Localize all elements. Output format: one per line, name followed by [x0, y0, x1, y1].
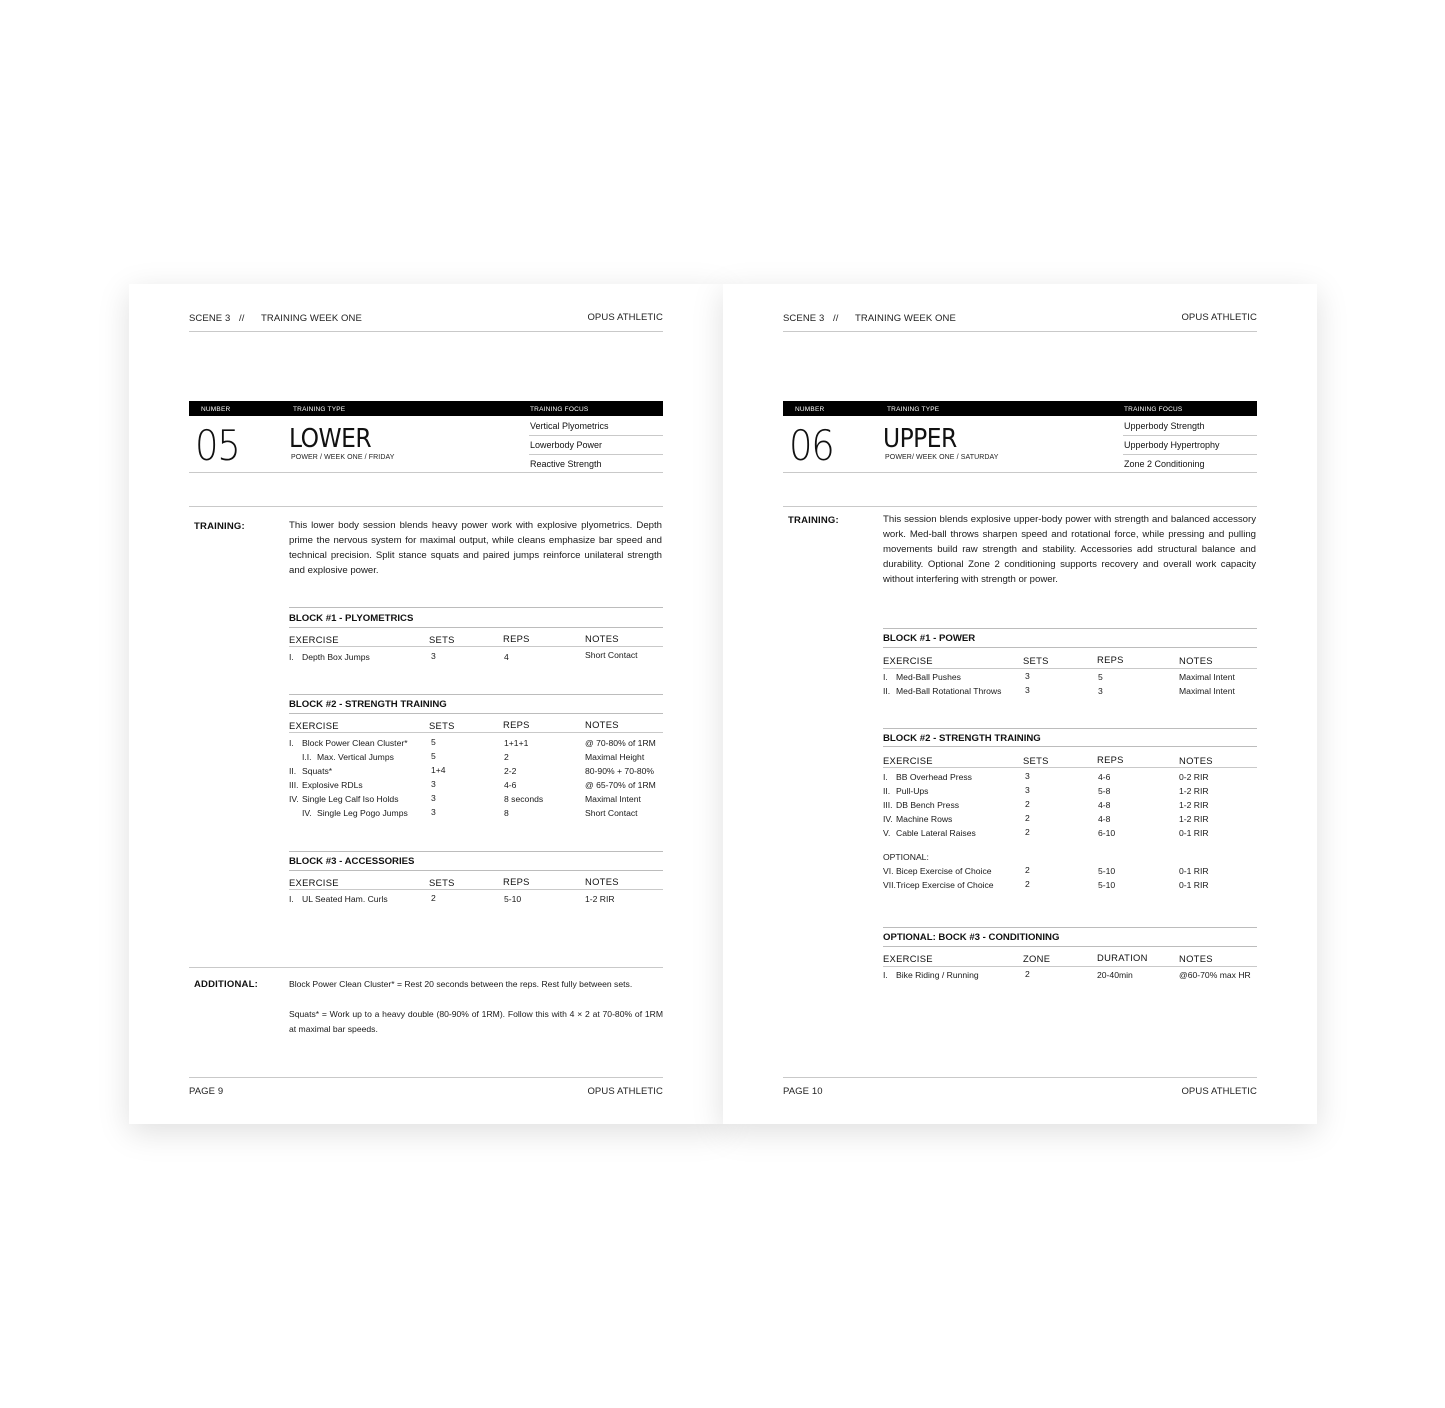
bar-number-label: NUMBER — [201, 406, 231, 413]
sets-cell: 1+4 — [431, 765, 446, 775]
col-exercise: EXERCISE — [883, 953, 933, 964]
reps-cell: 4-8 — [1098, 814, 1111, 824]
exercise-cell — [883, 828, 976, 838]
exercise-cell — [883, 814, 952, 824]
exercise-name: Pull-Ups — [896, 786, 929, 796]
exercise-numeral: I. — [883, 772, 888, 782]
block-rule — [883, 966, 1257, 967]
col-zone: ZONE — [1023, 953, 1051, 964]
notes-cell: 0-1 RIR — [1179, 866, 1209, 876]
col-sets: SETS — [1023, 655, 1049, 666]
exercise-cell — [883, 686, 1001, 696]
block-rule — [883, 946, 1257, 947]
exercise-numeral: I. — [289, 652, 294, 662]
reps-cell: 3 — [1098, 686, 1103, 696]
col-reps: REPS — [1097, 754, 1124, 765]
sets-cell: 3 — [1025, 771, 1030, 781]
sets-cell: 3 — [1025, 785, 1030, 795]
focus-rule — [1123, 435, 1257, 436]
training-rule — [783, 506, 1257, 507]
block-rule — [289, 607, 663, 608]
exercise-name: Squats* — [302, 766, 333, 776]
footer-brand: OPUS ATHLETIC — [587, 1086, 663, 1097]
block-rule — [883, 767, 1257, 768]
exercise-cell — [883, 866, 992, 876]
header-separator: // — [833, 313, 839, 324]
focus-item: Upperbody Hypertrophy — [1124, 440, 1220, 450]
duration-cell: 20-40min — [1097, 970, 1133, 980]
focus-rule — [529, 435, 663, 436]
exercise-cell — [302, 752, 394, 762]
optional-label: OPTIONAL: — [883, 852, 929, 862]
exercise-name: Med-Ball Pushes — [896, 672, 961, 682]
sets-cell: 3 — [1025, 685, 1030, 695]
zone-cell: 2 — [1025, 969, 1030, 979]
exercise-name: Tricep Exercise of Choice — [896, 880, 994, 890]
sets-cell: 2 — [1025, 813, 1030, 823]
reps-cell: 5-10 — [1098, 866, 1116, 876]
exercise-name: Block Power Clean Cluster* — [302, 738, 408, 748]
training-rule — [189, 506, 663, 507]
bar-focus-label: TRAINING FOCUS — [530, 406, 589, 413]
block-rule — [883, 927, 1257, 928]
notes-cell: 0-2 RIR — [1179, 772, 1209, 782]
exercise-name: Max. Vertical Jumps — [317, 752, 394, 762]
col-exercise: EXERCISE — [289, 877, 339, 888]
sets-cell: 2 — [1025, 799, 1030, 809]
sets-cell: 5 — [431, 751, 436, 761]
exercise-numeral: II. — [883, 686, 891, 696]
col-sets: SETS — [429, 877, 455, 888]
notes-cell: 1-2 RIR — [1179, 800, 1209, 810]
block-title: BLOCK #1 - POWER — [883, 633, 976, 644]
block-title: BLOCK #2 - STRENGTH TRAINING — [883, 733, 1041, 744]
sets-cell: 3 — [431, 793, 436, 803]
exercise-name: Machine Rows — [896, 814, 953, 824]
additional-label: ADDITIONAL: — [194, 979, 258, 990]
session-type: LOWER — [289, 424, 372, 454]
col-notes: NOTES — [1179, 655, 1213, 666]
exercise-name: Single Leg Pogo Jumps — [317, 808, 408, 818]
training-label: TRAINING: — [194, 521, 245, 532]
header-scene: SCENE 3 — [783, 313, 825, 324]
training-description: This session blends explosive upper-body power with strength and balanced accessory work. Med-ball throws sharpen speed and rotational force, while pressing and pulling movements build raw strength and stability. Accessories add structural balance and durability. Optional Zone 2 conditioning supports recovery and overall work capacity without interfering with strength or power. — [883, 514, 1256, 585]
sets-cell: 2 — [1025, 865, 1030, 875]
bar-type-label: TRAINING TYPE — [887, 406, 940, 413]
booklet-spread — [129, 284, 1317, 1124]
session-type: UPPER — [883, 424, 957, 454]
reps-cell: 4 — [504, 652, 509, 662]
notes-cell: Maximal Height — [585, 752, 645, 762]
notes-cell: Maximal Intent — [1179, 672, 1235, 682]
notes-cell: 1-2 RIR — [1179, 814, 1209, 824]
sets-cell: 2 — [1025, 879, 1030, 889]
reps-cell: 5-8 — [1098, 786, 1111, 796]
header-week: TRAINING WEEK ONE — [855, 313, 956, 324]
exercise-numeral: IV. — [302, 808, 312, 818]
exercise-numeral: I. — [289, 894, 294, 904]
exercise-cell — [883, 772, 972, 782]
notes-cell: @60-70% max HR — [1179, 970, 1251, 980]
notes-cell: Maximal Intent — [585, 794, 641, 804]
exercise-cell — [289, 652, 370, 662]
exercise-numeral: I. — [289, 738, 294, 748]
notes-cell: 1-2 RIR — [1179, 786, 1209, 796]
block-rule — [883, 628, 1257, 629]
col-notes: NOTES — [1179, 755, 1213, 766]
training-description: This lower body session blends heavy power work with explosive plyometrics. Depth prime the nervous system for maximal output, while cleans emphasize bar speed and technical precision. Split stance squats and paired jumps reinforce unilateral strength and explosive power. — [289, 520, 662, 576]
header-rule — [189, 331, 663, 332]
exercise-numeral: IV. — [289, 794, 299, 804]
block-title: BLOCK #3 - ACCESSORIES — [289, 856, 415, 867]
bar-number-label: NUMBER — [795, 406, 825, 413]
notes-cell: @ 65-70% of 1RM — [585, 780, 656, 790]
exercise-name: UL Seated Ham. Curls — [302, 894, 388, 904]
sets-cell: 3 — [431, 651, 436, 661]
col-exercise: EXERCISE — [883, 655, 933, 666]
session-header-bar — [783, 401, 1257, 416]
header-rule — [783, 331, 1257, 332]
focus-item: Lowerbody Power — [530, 440, 603, 450]
col-notes: NOTES — [585, 633, 619, 644]
block-rule — [289, 646, 663, 647]
header-week: TRAINING WEEK ONE — [261, 313, 362, 324]
header-separator: // — [239, 313, 245, 324]
footer-page-number: PAGE 9 — [189, 1086, 224, 1097]
exercise-cell — [883, 880, 994, 890]
reps-cell: 2-2 — [504, 766, 517, 776]
exercise-cell — [302, 808, 408, 818]
col-exercise: EXERCISE — [289, 720, 339, 731]
exercise-name: BB Overhead Press — [896, 772, 972, 782]
sets-cell: 2 — [431, 893, 436, 903]
exercise-numeral: I. — [883, 672, 888, 682]
notes-cell: 80-90% + 70-80% — [585, 766, 655, 776]
notes-cell: 1-2 RIR — [585, 894, 615, 904]
block-rule — [883, 746, 1257, 747]
exercise-numeral: I.I. — [302, 752, 312, 762]
session-rule — [783, 472, 1257, 473]
exercise-name: Bicep Exercise of Choice — [896, 866, 992, 876]
exercise-numeral: III. — [883, 800, 893, 810]
block-rule — [289, 713, 663, 714]
focus-item: Zone 2 Conditioning — [1124, 459, 1205, 469]
header-brand: OPUS ATHLETIC — [587, 312, 663, 323]
col-reps: REPS — [503, 633, 530, 644]
exercise-numeral: III. — [289, 780, 299, 790]
reps-cell: 6-10 — [1098, 828, 1116, 838]
bar-focus-label: TRAINING FOCUS — [1124, 406, 1183, 413]
header-brand: OPUS ATHLETIC — [1181, 312, 1257, 323]
exercise-cell — [289, 794, 399, 804]
additional-note: Block Power Clean Cluster* = Rest 20 seconds between the reps. Rest fully between sets. — [289, 979, 633, 989]
block-rule — [289, 889, 663, 890]
col-sets: SETS — [1023, 755, 1049, 766]
block-rule — [883, 647, 1257, 648]
page-9 — [129, 284, 723, 1124]
reps-cell: 8 — [504, 808, 509, 818]
col-notes: NOTES — [585, 876, 619, 887]
additional-rule — [189, 967, 663, 968]
col-duration: DURATION — [1097, 952, 1148, 963]
exercise-numeral: VII. — [883, 880, 896, 890]
col-exercise: EXERCISE — [883, 755, 933, 766]
sets-cell: 2 — [1025, 827, 1030, 837]
session-header-bar — [189, 401, 663, 416]
focus-item: Vertical Plyometrics — [530, 421, 609, 431]
exercise-cell — [883, 800, 959, 810]
block-rule — [289, 732, 663, 733]
session-number: 06 — [789, 421, 834, 470]
exercise-cell — [883, 970, 979, 980]
reps-cell: 2 — [504, 752, 509, 762]
notes-cell: 0-1 RIR — [1179, 880, 1209, 890]
footer-page-number: PAGE 10 — [783, 1086, 823, 1097]
sets-cell: 5 — [431, 737, 436, 747]
col-sets: SETS — [429, 634, 455, 645]
exercise-numeral: I. — [883, 970, 888, 980]
exercise-cell — [289, 780, 363, 790]
focus-rule — [1123, 454, 1257, 455]
footer-rule — [783, 1077, 1257, 1078]
exercise-name: Depth Box Jumps — [302, 652, 370, 662]
notes-cell: @ 70-80% of 1RM — [585, 738, 656, 748]
col-exercise: EXERCISE — [289, 634, 339, 645]
exercise-numeral: II. — [289, 766, 297, 776]
exercise-cell — [289, 766, 332, 776]
exercise-numeral: IV. — [883, 814, 893, 824]
notes-cell: Short Contact — [585, 650, 638, 660]
sets-cell: 3 — [1025, 671, 1030, 681]
focus-rule — [529, 454, 663, 455]
exercise-numeral: V. — [883, 828, 891, 838]
reps-cell: 8 seconds — [504, 794, 544, 804]
col-reps: REPS — [503, 876, 530, 887]
col-sets: SETS — [429, 720, 455, 731]
exercise-cell — [883, 786, 928, 796]
exercise-name: Explosive RDLs — [302, 780, 363, 790]
bar-type-label: TRAINING TYPE — [293, 406, 346, 413]
notes-cell: Maximal Intent — [1179, 686, 1235, 696]
page-10 — [723, 284, 1317, 1124]
exercise-name: Med-Ball Rotational Throws — [896, 686, 1002, 696]
reps-cell: 5 — [1098, 672, 1103, 682]
session-number: 05 — [195, 421, 240, 470]
exercise-numeral: II. — [883, 786, 891, 796]
sets-cell: 3 — [431, 779, 436, 789]
exercise-name: DB Bench Press — [896, 800, 960, 810]
exercise-cell — [289, 894, 388, 904]
col-reps: REPS — [1097, 654, 1124, 665]
exercise-cell — [883, 672, 961, 682]
additional-note: Squats* = Work up to a heavy double (80-90% of 1RM). Follow this with 4 × 2 at 70-80% of 1RM at maximal bar speeds. — [289, 1009, 663, 1034]
exercise-numeral: VI. — [883, 866, 894, 876]
sets-cell: 3 — [431, 807, 436, 817]
exercise-name: Single Leg Calf Iso Holds — [302, 794, 399, 804]
footer-brand: OPUS ATHLETIC — [1181, 1086, 1257, 1097]
block-rule — [883, 728, 1257, 729]
focus-item: Reactive Strength — [530, 459, 602, 469]
header-scene: SCENE 3 — [189, 313, 231, 324]
block-rule — [289, 627, 663, 628]
block-rule — [289, 851, 663, 852]
session-rule — [189, 472, 663, 473]
reps-cell: 4-6 — [1098, 772, 1111, 782]
focus-item: Upperbody Strength — [1124, 421, 1205, 431]
block-title: BLOCK #1 - PLYOMETRICS — [289, 613, 414, 624]
col-reps: REPS — [503, 719, 530, 730]
training-label: TRAINING: — [788, 515, 839, 526]
reps-cell: 4-6 — [504, 780, 517, 790]
reps-cell: 5-10 — [504, 894, 522, 904]
exercise-name: Bike Riding / Running — [896, 970, 979, 980]
col-notes: NOTES — [585, 719, 619, 730]
session-subtitle: POWER/ WEEK ONE / SATURDAY — [885, 454, 999, 461]
exercise-name: Cable Lateral Raises — [896, 828, 976, 838]
notes-cell: 0-1 RIR — [1179, 828, 1209, 838]
col-notes: NOTES — [1179, 953, 1213, 964]
block-title: OPTIONAL: BOCK #3 - CONDITIONING — [883, 932, 1060, 943]
block-title: BLOCK #2 - STRENGTH TRAINING — [289, 699, 447, 710]
exercise-cell — [289, 738, 408, 748]
block-rule — [883, 668, 1257, 669]
reps-cell: 5-10 — [1098, 880, 1116, 890]
block-rule — [289, 870, 663, 871]
session-subtitle: POWER / WEEK ONE / FRIDAY — [291, 454, 395, 461]
footer-rule — [189, 1077, 663, 1078]
block-rule — [289, 694, 663, 695]
reps-cell: 4-8 — [1098, 800, 1111, 810]
notes-cell: Short Contact — [585, 808, 638, 818]
reps-cell: 1+1+1 — [504, 738, 529, 748]
